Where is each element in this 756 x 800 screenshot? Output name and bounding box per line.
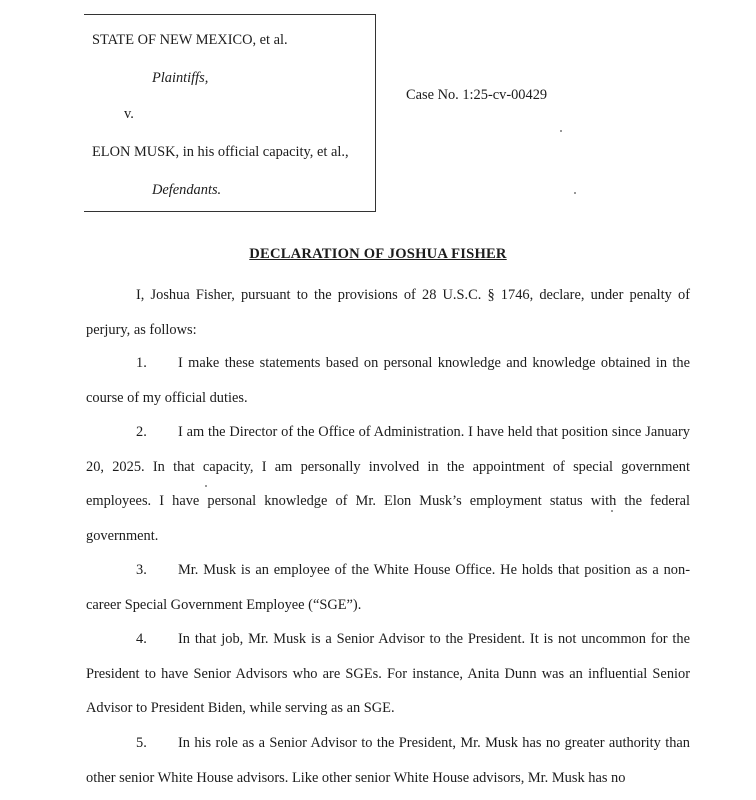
paragraph-text: I am the Director of the Office of Administration. I have held that position since January 20, 2025. In that capacity, I am personally involved in the appointment of special government employees. I have personal knowledge of Mr. Elon Musk’s employment status with the federal government.: [86, 424, 690, 544]
scan-speck: [574, 192, 576, 194]
document-title: DECLARATION OF JOSHUA FISHER: [249, 246, 507, 262]
case-number: Case No. 1:25-cv-00429: [406, 87, 548, 103]
scan-speck: [560, 130, 562, 132]
intro-paragraph: [86, 278, 690, 347]
defendant-party: ELON MUSK, in his official capacity, et al.,: [92, 144, 349, 160]
scan-speck: [611, 510, 613, 512]
paragraph-text: Mr. Musk is an employee of the White House Office. He holds that position as a non-career Special Government Employee (“SGE”).: [86, 562, 690, 613]
paragraph-text: In that job, Mr. Musk is a Senior Advisor to the President. It is not uncommon for the President to have Senior Advisors who are SGEs. For instance, Anita Dunn was an influential Senior Advisor to President Biden, while serving as an SGE.: [86, 631, 690, 717]
numbered-paragraph-4: [86, 622, 690, 726]
paragraph-text: I make these statements based on personal knowledge and knowledge obtained in the course of my official duties.: [86, 355, 690, 406]
numbered-paragraph-5: [86, 726, 690, 795]
numbered-paragraph-1: [86, 346, 690, 415]
plaintiff-role: Plaintiffs,: [152, 70, 209, 86]
versus-label: v.: [124, 106, 134, 122]
intro-text: I, Joshua Fisher, pursuant to the provisions of 28 U.S.C. § 1746, declare, under penalty of perjury, as follows:: [86, 287, 690, 338]
paragraph-number: 1.: [136, 355, 147, 371]
paragraph-number: 3.: [136, 562, 147, 578]
paragraph-text: In his role as a Senior Advisor to the President, Mr. Musk has no greater authority than other senior White House advisors. Like other senior White House advisors, Mr. Musk has no: [86, 735, 690, 786]
paragraph-number: 4.: [136, 631, 147, 647]
plaintiff-party: STATE OF NEW MEXICO, et al.: [92, 32, 288, 48]
scan-speck: [205, 485, 207, 487]
numbered-paragraph-2: [86, 415, 690, 553]
paragraph-number: 2.: [136, 424, 147, 440]
defendant-role: Defendants.: [152, 182, 222, 198]
paragraph-number: 5.: [136, 735, 147, 751]
numbered-paragraph-3: [86, 553, 690, 622]
